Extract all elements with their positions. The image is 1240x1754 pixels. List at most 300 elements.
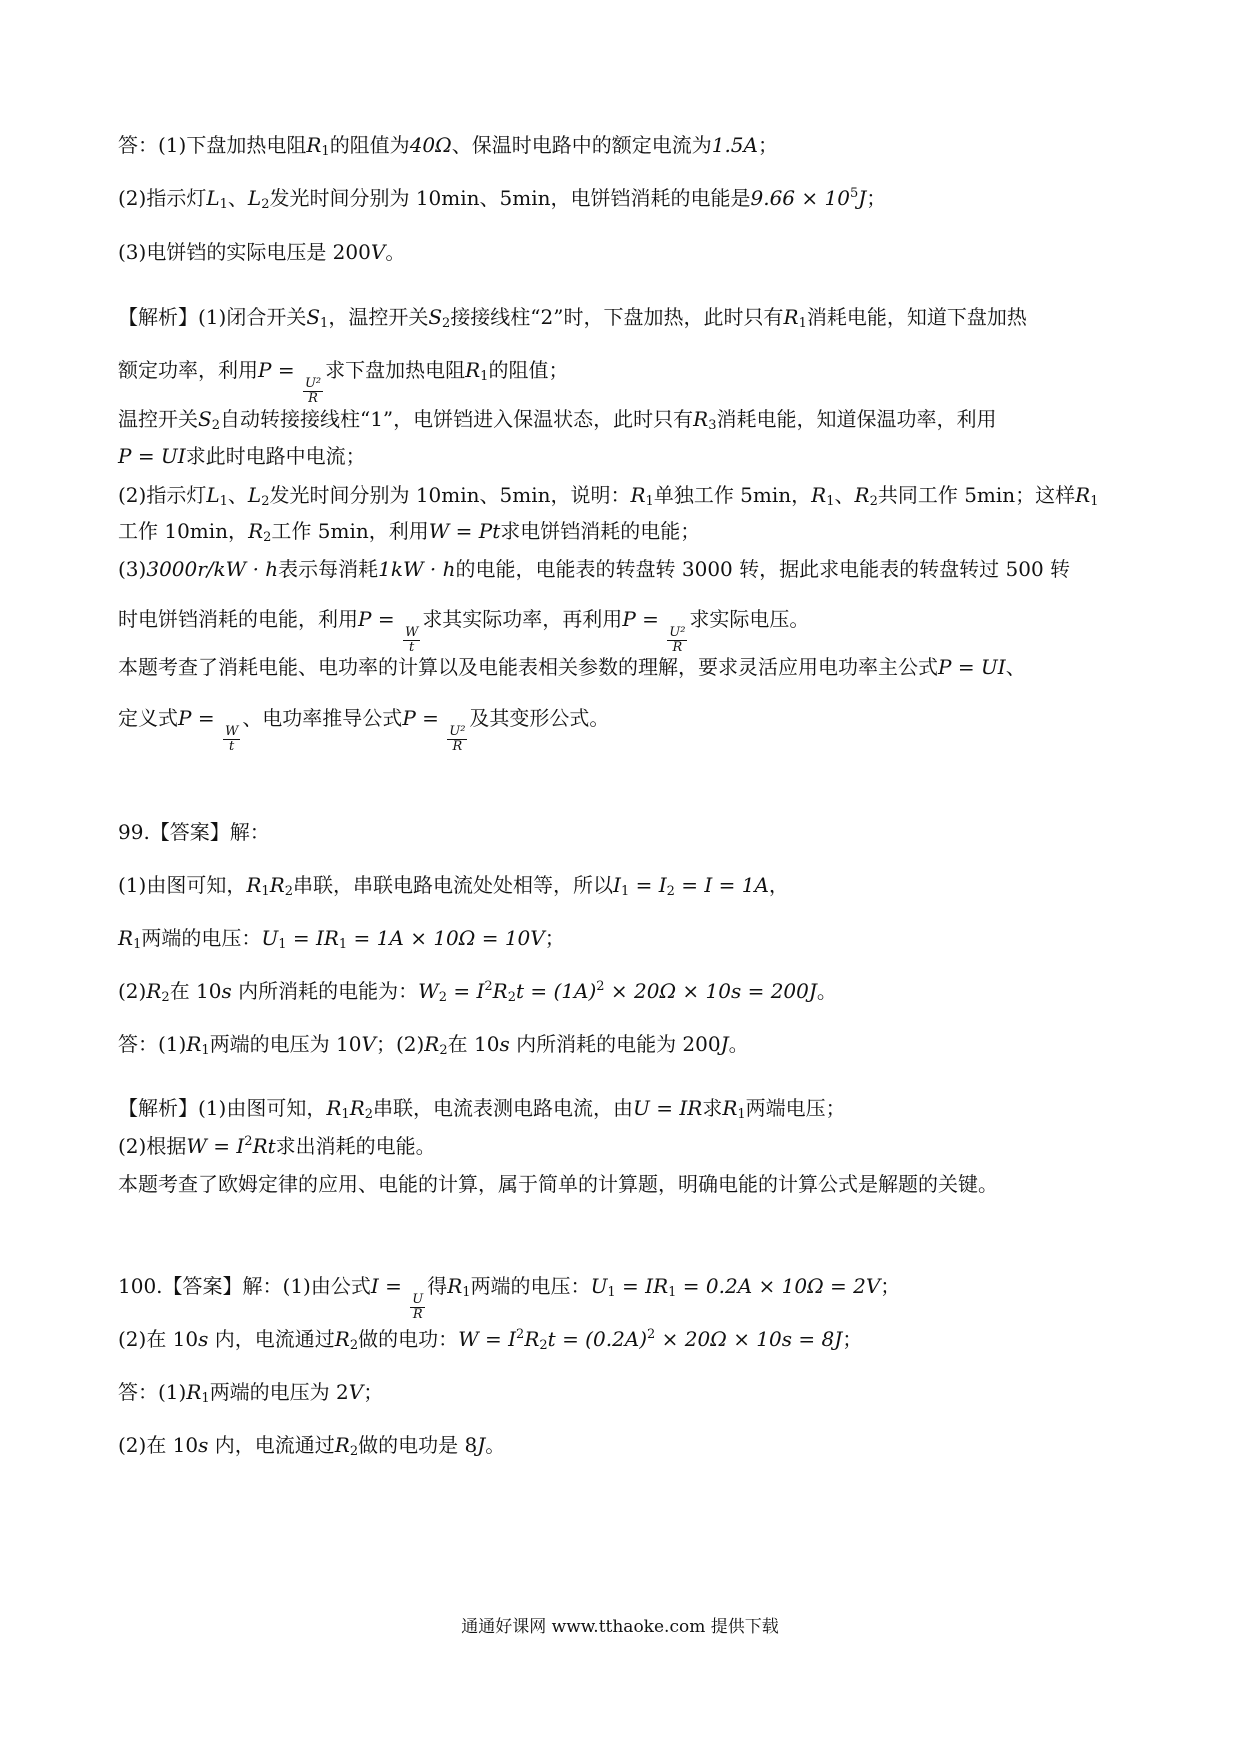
run-text: 做的电功： [358, 1327, 459, 1351]
text-run [328, 305, 428, 329]
subscript: 2 [161, 990, 170, 1005]
run-text: 做的电功是 8 [358, 1433, 478, 1457]
fraction-denominator: t [229, 739, 235, 754]
subscript: 2 [539, 1338, 548, 1353]
run-text: × 20Ω × 10s = 200J [604, 979, 817, 1003]
math-expression [286, 926, 338, 950]
math-expression [248, 483, 270, 507]
math-expression [750, 186, 858, 210]
math-expression [484, 979, 492, 1003]
run-text: R [334, 1327, 350, 1351]
text-run [450, 305, 783, 329]
subscript: 1 [620, 884, 630, 899]
run-text: P = [402, 706, 446, 730]
run-text: V [348, 1380, 364, 1404]
text-line [118, 1325, 862, 1353]
subscript: 3 [708, 418, 717, 433]
text-run [456, 557, 1071, 581]
math-expression [633, 1096, 702, 1120]
text-run [118, 706, 178, 730]
subscript: 2 [869, 494, 878, 509]
math-expression [447, 979, 484, 1003]
math-expression [938, 655, 1006, 679]
text-run [269, 186, 750, 210]
run-text: 两端的电压： [141, 926, 262, 950]
math-expression [616, 1274, 668, 1298]
run-text: 。 [728, 1032, 749, 1056]
math-expression [693, 407, 716, 431]
text-run [358, 1433, 477, 1457]
run-text: t = (0.2A) [547, 1327, 648, 1351]
math-expression [447, 1274, 470, 1298]
text-run [118, 655, 938, 679]
math-expression [613, 873, 629, 897]
math-expression [493, 979, 516, 1003]
text-run [469, 706, 609, 730]
text-run [842, 1327, 862, 1351]
math-expression [335, 1327, 358, 1351]
math-expression [244, 1134, 252, 1158]
text-line [118, 1431, 505, 1459]
run-text: 本题考查了消耗电能、电功率的计算以及电能表相关参数的理解，要求灵活应用电功率主公式 [118, 655, 938, 679]
run-text: 两端的电压为 10 [209, 1032, 362, 1056]
run-text: P = [622, 607, 666, 631]
fraction-numerator: U² [449, 724, 466, 739]
run-text: L [247, 186, 262, 210]
subscript: 2 [666, 884, 675, 899]
math-expression [362, 1032, 376, 1056]
run-text: 串联，串联电路电流处处相等，所以 [293, 873, 614, 897]
text-run [118, 979, 146, 1003]
math-expression [186, 1134, 244, 1158]
math-expression [548, 1327, 647, 1351]
subscript: 1 [320, 316, 329, 331]
subscript: 1 [341, 1107, 350, 1122]
math-expression [605, 979, 817, 1003]
run-text: U [261, 926, 279, 950]
math-expression [855, 483, 878, 507]
text-run [448, 1032, 500, 1056]
text-run [118, 607, 358, 631]
text-line [118, 184, 886, 212]
text-run [427, 1274, 447, 1298]
text-line [118, 605, 809, 655]
text-run [186, 444, 366, 468]
run-text: 答：(1) [118, 1380, 187, 1404]
math-expression [418, 979, 447, 1003]
run-text: R [334, 1433, 350, 1457]
run-text: R [146, 979, 162, 1003]
run-text: 9.66 × 10 [750, 186, 850, 210]
run-text: (2)指示灯 [118, 186, 207, 210]
fraction [410, 1293, 425, 1322]
run-text: R [854, 483, 870, 507]
text-run [293, 873, 613, 897]
math-expression [258, 358, 301, 382]
run-text: = I = 1A [674, 873, 769, 897]
run-text: R [306, 133, 322, 157]
subscript: 1 [1090, 494, 1099, 509]
run-text: S [198, 407, 212, 431]
text-run [118, 1134, 186, 1158]
run-text: R [465, 358, 481, 382]
run-text: 表示每消耗 [278, 557, 379, 581]
text-run [118, 407, 198, 431]
math-expression [253, 1134, 276, 1158]
math-expression [222, 979, 232, 1003]
run-text: R [783, 305, 799, 329]
math-expression [178, 706, 221, 730]
run-text: 消耗电能，知道保温功率，利用 [716, 407, 997, 431]
fraction [447, 725, 467, 754]
run-text: ； [544, 926, 565, 950]
text-run [269, 483, 630, 507]
run-text: (2)根据 [118, 1134, 187, 1158]
subscript: 1 [480, 369, 489, 384]
run-text: W = I [186, 1134, 245, 1158]
text-run [373, 1096, 633, 1120]
math-expression [630, 483, 653, 507]
run-text: P = UI [938, 655, 1006, 679]
subscript: 1 [321, 144, 330, 159]
text-run [452, 133, 712, 157]
text-line [118, 1170, 998, 1198]
fraction-denominator: t [409, 640, 415, 655]
text-run [717, 407, 997, 431]
math-expression [358, 607, 401, 631]
run-text: 、 [227, 483, 248, 507]
text-run [118, 1327, 198, 1351]
subscript: 2 [507, 990, 516, 1005]
text-run [232, 979, 418, 1003]
text-line [118, 303, 1027, 331]
math-expression [186, 1032, 209, 1056]
run-text: ； [757, 133, 778, 157]
run-text: R [492, 979, 508, 1003]
text-run [141, 926, 261, 950]
text-line [118, 1132, 436, 1160]
run-text: 定义式 [118, 706, 178, 730]
text-run [545, 926, 565, 950]
run-text: J [477, 1433, 486, 1457]
text-line [118, 653, 1026, 681]
run-text: = IR [286, 926, 339, 950]
math-expression [206, 186, 228, 210]
text-run [835, 483, 855, 507]
text-run [118, 557, 146, 581]
text-line [118, 1030, 749, 1058]
text-run [376, 1032, 424, 1056]
math-expression [146, 557, 278, 581]
subscript: 1 [219, 197, 228, 212]
run-text: 两端的电压： [470, 1274, 591, 1298]
text-run [170, 979, 222, 1003]
run-text: 单独工作 5min， [653, 483, 812, 507]
run-text: I [658, 873, 667, 897]
superscript: 5 [849, 186, 859, 201]
math-expression [410, 133, 452, 157]
run-text: ； [842, 1327, 863, 1351]
run-text: ，温控开关 [328, 305, 429, 329]
math-expression [659, 873, 675, 897]
run-text: 接接线柱“2”时，下盘加热，此时只有 [450, 305, 784, 329]
run-text: 【解析】(1)闭合开关 [118, 305, 307, 329]
text-run [769, 873, 789, 897]
subscript: 1 [798, 316, 807, 331]
text-run [325, 358, 465, 382]
text-line [118, 405, 997, 433]
fraction [403, 626, 420, 655]
text-run [118, 873, 246, 897]
math-expression [306, 133, 329, 157]
run-text: 温控开关 [118, 407, 198, 431]
subscript: 1 [133, 937, 142, 952]
math-expression [198, 407, 220, 431]
text-line [118, 131, 778, 159]
text-run [118, 519, 248, 543]
run-text: R [630, 483, 646, 507]
text-run [271, 519, 428, 543]
run-text: R [424, 1032, 440, 1056]
math-expression [428, 305, 450, 329]
run-text: 求实际电压。 [689, 607, 810, 631]
text-run [358, 1327, 458, 1351]
math-expression [378, 557, 455, 581]
run-text: R [269, 873, 285, 897]
superscript: 2 [516, 1327, 525, 1342]
run-text: 求其实际功率，再利用 [422, 607, 623, 631]
run-text: ； [866, 186, 887, 210]
run-text: s [499, 1032, 510, 1056]
subscript: 2 [263, 530, 272, 545]
math-expression [118, 926, 141, 950]
run-text: R [186, 1380, 202, 1404]
run-text: 1kW · h [378, 557, 456, 581]
math-expression [206, 483, 228, 507]
run-text: 工作 10min， [118, 519, 249, 543]
text-run [228, 186, 248, 210]
text-run [118, 240, 371, 264]
text-run [118, 820, 270, 844]
run-text: 、 [227, 186, 248, 210]
text-line [118, 481, 1099, 509]
run-text: = 0.2A × 10Ω = 2V [676, 1274, 881, 1298]
run-text: 的阻值为 [329, 133, 410, 157]
run-text: W = I [458, 1327, 517, 1351]
run-text: 、电功率推导公式 [242, 706, 403, 730]
text-run [500, 519, 700, 543]
math-expression [335, 1433, 358, 1457]
subscript: 2 [349, 1338, 359, 1353]
run-text: 、保温时电路中的额定电流为 [451, 133, 712, 157]
subscript: 2 [211, 418, 220, 433]
run-text: R [186, 1032, 202, 1056]
fraction-denominator: R [412, 1307, 423, 1322]
text-run [118, 483, 206, 507]
text-run [485, 1433, 505, 1457]
subscript: 2 [442, 316, 451, 331]
math-expression [811, 483, 834, 507]
run-text: 40Ω [409, 133, 452, 157]
math-expression [712, 133, 758, 157]
math-expression [524, 1327, 547, 1351]
math-expression [371, 1274, 408, 1298]
subscript: 1 [261, 884, 270, 899]
math-expression [347, 926, 545, 950]
subscript: 1 [338, 937, 348, 952]
run-text: R [722, 1096, 738, 1120]
math-expression [465, 358, 488, 382]
math-expression [248, 519, 271, 543]
subscript: 2 [261, 197, 270, 212]
run-text: 工作 5min，利用 [271, 519, 429, 543]
text-run [363, 1380, 383, 1404]
fraction-denominator: R [308, 391, 318, 406]
text-line [118, 356, 568, 406]
text-run [471, 1274, 591, 1298]
run-text: (3)电饼铛的实际电压是 200 [118, 240, 371, 264]
run-text: 答：(1) [118, 1032, 187, 1056]
run-text: 求电饼铛消耗的电能； [500, 519, 701, 543]
math-expression [326, 1096, 349, 1120]
fraction-numerator: U [412, 1292, 424, 1307]
run-text: 串联，电流表测电路电流，由 [373, 1096, 634, 1120]
run-text: I [613, 873, 621, 897]
run-text: P = [258, 358, 301, 382]
fraction-denominator: R [452, 739, 463, 754]
text-line [118, 442, 366, 470]
run-text: W = Pt [428, 519, 501, 543]
run-text: V [370, 240, 386, 264]
text-line [118, 517, 700, 545]
run-text: 两端的电压为 2 [209, 1380, 349, 1404]
run-text: R [246, 873, 262, 897]
math-expression [371, 240, 385, 264]
math-expression [424, 1032, 447, 1056]
text-run [210, 1032, 362, 1056]
run-text: P = [178, 706, 221, 730]
fraction-numerator: W [224, 724, 239, 739]
text-run [118, 133, 306, 157]
run-text: 发光时间分别为 10min、5min，说明： [269, 483, 631, 507]
text-run [878, 483, 1075, 507]
run-text: 本题考查了欧姆定律的应用、电能的计算，属于简单的计算题，明确电能的计算公式是解题的关键。 [118, 1172, 998, 1196]
text-run [385, 240, 405, 264]
run-text: 消耗电能，知道下盘加热 [806, 305, 1027, 329]
text-run [654, 483, 811, 507]
run-text: (2) [118, 979, 147, 1003]
run-text: R [326, 1096, 342, 1120]
subscript: 2 [284, 884, 294, 899]
run-text: ； [363, 1380, 384, 1404]
subscript: 1 [278, 937, 287, 952]
text-run [118, 1032, 186, 1056]
text-run [817, 979, 837, 1003]
run-text: L [247, 483, 262, 507]
fraction-numerator: W [404, 625, 419, 640]
run-text: 两端电压； [745, 1096, 846, 1120]
math-expression [198, 1327, 208, 1351]
superscript: 2 [647, 1327, 656, 1342]
run-text: 发光时间分别为 10min、5min，电饼铛消耗的电能是 [269, 186, 751, 210]
run-text: V [361, 1032, 376, 1056]
text-run [276, 1134, 436, 1158]
subscript: 1 [219, 494, 228, 509]
run-text: ； [880, 1274, 901, 1298]
text-line [118, 924, 565, 952]
run-text: 求出消耗的电能。 [275, 1134, 436, 1158]
text-run [422, 607, 622, 631]
subscript: 2 [349, 1444, 359, 1459]
run-text: R [811, 483, 827, 507]
math-expression [458, 1327, 516, 1351]
run-text: 共同工作 5min；这样 [877, 483, 1076, 507]
text-line [118, 238, 405, 266]
run-text: U [590, 1274, 608, 1298]
text-run [220, 407, 693, 431]
text-run [880, 1274, 900, 1298]
text-run [118, 305, 306, 329]
run-text: = IR [615, 1274, 669, 1298]
run-text: s [221, 979, 232, 1003]
run-text: 时电饼铛消耗的电能，利用 [118, 607, 358, 631]
run-text: 额定功率，利用 [118, 358, 258, 382]
fraction [303, 377, 323, 406]
math-expression [339, 926, 347, 950]
text-run [118, 1380, 186, 1404]
run-text: ；(2) [375, 1032, 425, 1056]
math-expression [118, 444, 186, 468]
text-run [208, 1327, 334, 1351]
text-line [118, 704, 609, 754]
run-text: 及其变形公式。 [469, 706, 610, 730]
run-text: t = (1A) [515, 979, 597, 1003]
run-text: P = UI [118, 444, 186, 468]
subscript: 1 [201, 1043, 210, 1058]
run-text: R [524, 1327, 540, 1351]
run-text: J [858, 186, 867, 210]
text-run [210, 1380, 349, 1404]
run-text: ， [768, 873, 789, 897]
run-text: (3) [118, 557, 147, 581]
subscript: 1 [668, 1285, 677, 1300]
run-text: 自动转接接线柱“1”，电饼铛进入保温状态，此时只有 [219, 407, 694, 431]
run-text: 内所消耗的电能为 200 [509, 1032, 721, 1056]
run-text: 【解析】(1)由图可知， [118, 1096, 327, 1120]
run-text: L [206, 483, 220, 507]
superscript: 2 [484, 979, 493, 994]
text-line [118, 1272, 900, 1322]
math-expression [146, 979, 169, 1003]
math-expression [246, 873, 269, 897]
run-text: 求下盘加热电阻 [325, 358, 466, 382]
text-run [1006, 655, 1026, 679]
run-text: I = [370, 1274, 409, 1298]
math-expression [499, 1032, 509, 1056]
subscript: 1 [737, 1107, 746, 1122]
text-run [807, 305, 1027, 329]
subscript: 1 [462, 1285, 471, 1300]
text-run [689, 607, 809, 631]
text-line [118, 1094, 846, 1122]
subscript: 1 [607, 1285, 616, 1300]
run-text: U = IR [633, 1096, 703, 1120]
run-text: 。 [485, 1433, 506, 1457]
math-expression [429, 519, 501, 543]
run-text: W [418, 979, 439, 1003]
text-run [866, 186, 886, 210]
run-text: R [1075, 483, 1091, 507]
